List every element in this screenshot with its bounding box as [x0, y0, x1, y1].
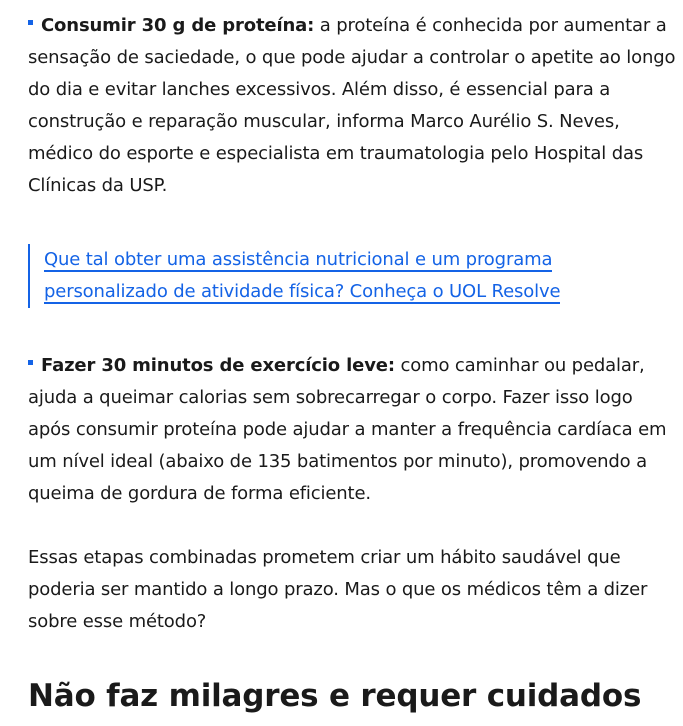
bullet-item-protein — [28, 10, 678, 202]
section-heading: Não faz milagres e requer cuidados — [28, 678, 642, 714]
promo-link[interactable]: Que tal obter uma assistência nutricional e um programa personalizado de atividade física? Conheça o UOL Resolve — [44, 249, 561, 302]
bullet-text: como caminhar ou pedalar, ajuda a queimar calorias sem sobrecarregar o corpo. Fazer isso logo após consumir proteína pode ajudar a manter a frequência cardíaca em um nível ideal (abaixo de 135 batimentos por minuto), promovendo a queima de gordura de forma eficiente. — [28, 355, 667, 504]
bullet-text: a proteína é conhecida por aumentar a sensação de saciedade, o que pode ajudar a controlar o apetite ao longo do dia e evitar lanches excessivos. Além disso, é essencial para a construção e reparação muscular, informa Marco Aurélio S. Neves, médico do esporte e especialista em traumatologia pelo Hospital das Clínicas da USP. — [28, 15, 676, 196]
bullet-title: Fazer 30 minutos de exercício leve: — [41, 355, 395, 376]
article-body — [28, 10, 678, 716]
promo-callout — [28, 244, 678, 308]
bullet-marker-icon — [28, 360, 33, 365]
bullet-item-exercise — [28, 350, 678, 510]
bullet-title: Consumir 30 g de proteína: — [41, 15, 315, 36]
bullet-marker-icon — [28, 20, 33, 25]
body-paragraph: Essas etapas combinadas prometem criar um hábito saudável que poderia ser mantido a longo prazo. Mas o que os médicos têm a dizer sobre esse método? — [28, 547, 648, 632]
